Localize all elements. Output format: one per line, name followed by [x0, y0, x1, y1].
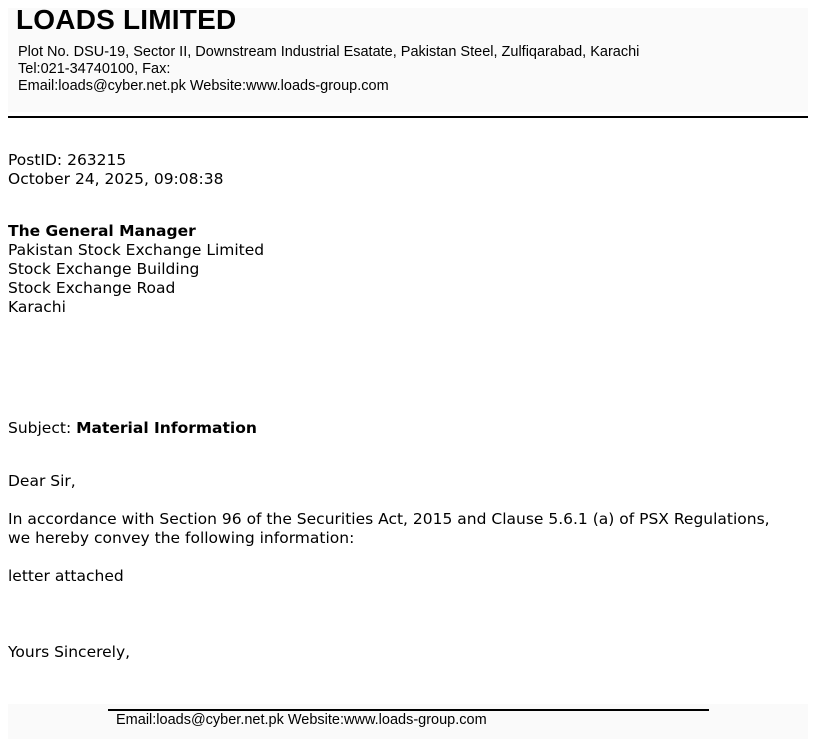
recipient-line: Stock Exchange Road [8, 279, 176, 297]
body-paragraph-line: In accordance with Section 96 of the Securities Act, 2015 and Clause 5.6.1 (a) of PSX Regulations, [8, 510, 770, 528]
footer-email-website: Email:loads@cyber.net.pk Website:www.loads-group.com [116, 712, 487, 728]
company-name: LOADS LIMITED [16, 4, 237, 35]
body-paragraph-line: we hereby convey the following information: [8, 529, 355, 547]
company-email-website: Email:loads@cyber.net.pk Website:www.loads-group.com [18, 78, 389, 94]
recipient-line: Pakistan Stock Exchange Limited [8, 241, 265, 259]
header-divider [8, 116, 808, 118]
salutation: Dear Sir, [8, 472, 76, 490]
recipient-line: Stock Exchange Building [8, 260, 200, 278]
subject-line [8, 419, 257, 438]
subject-value: Material Information [76, 419, 257, 437]
footer-divider [108, 709, 709, 711]
company-phone-fax: Tel:021-34740100, Fax: [18, 61, 171, 77]
recipient-title: The General Manager [8, 222, 196, 240]
recipient-line: Karachi [8, 298, 66, 316]
company-address: Plot No. DSU-19, Sector II, Downstream Industrial Esatate, Pakistan Steel, Zulfiqarabad, Karachi [18, 44, 640, 60]
post-id: PostID: 263215 [8, 151, 127, 169]
closing: Yours Sincerely, [8, 643, 131, 661]
body-paragraph: letter attached [8, 567, 124, 585]
subject-label: Subject: [8, 419, 72, 437]
post-datetime: October 24, 2025, 09:08:38 [8, 170, 224, 188]
